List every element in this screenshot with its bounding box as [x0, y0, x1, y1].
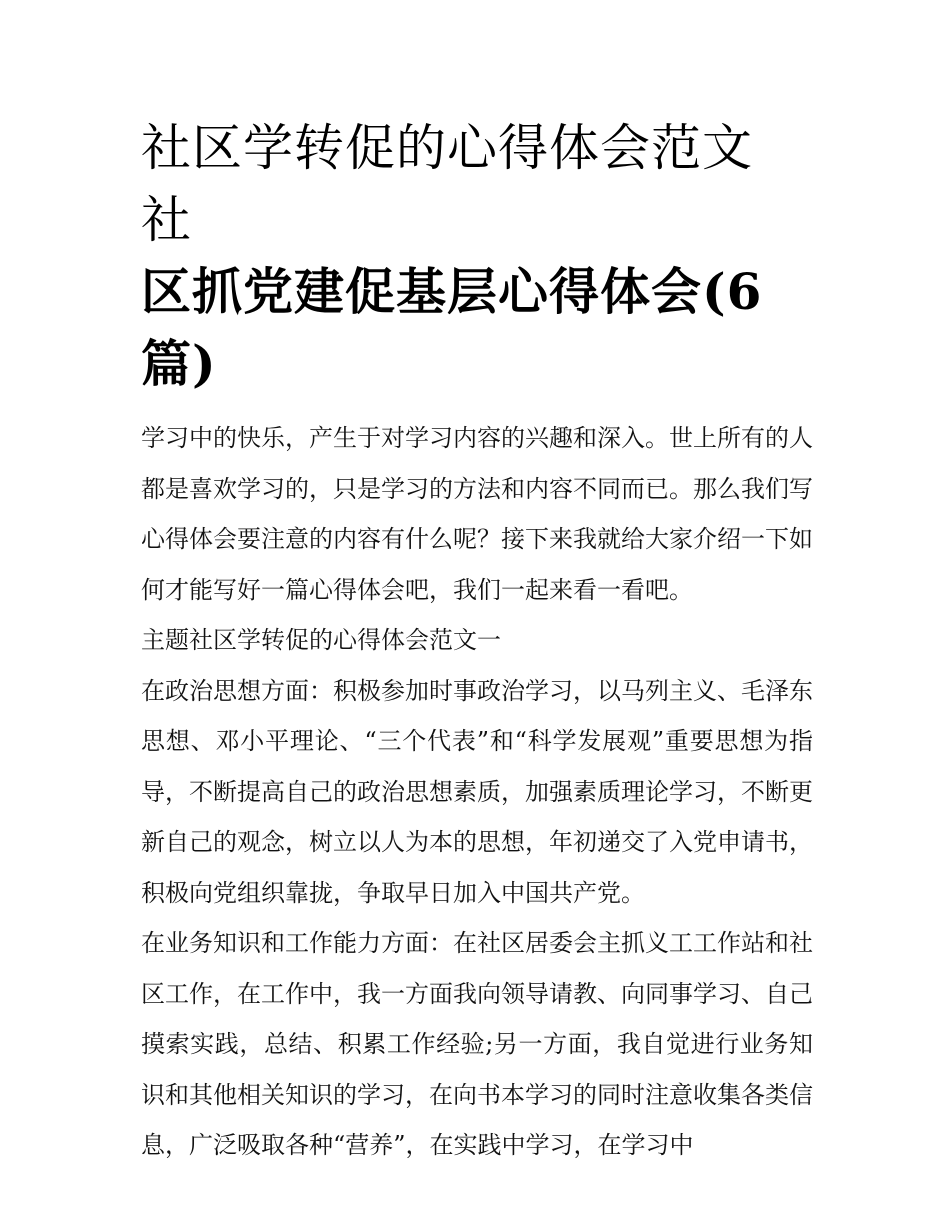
title-line-1: 社区学转促的心得体会范文 社 — [141, 119, 753, 249]
document-title — [141, 112, 813, 400]
section-heading: 主题社区学转促的心得体会范文一 — [141, 626, 501, 654]
politics-paragraph: 在政治思想方面：积极参加时事政治学习，以马列主义、毛泽东思想、邓小平理论、“三个代表”和“科学发展观”重要思想为指导，不断提高自己的政治思想素质，加强素质理论学习，不断更新自己的观念，树立以人为本的思想，年初递交了入党申请书，积极向党组织靠拢，争取早日加入中国共产党。 — [141, 676, 813, 907]
title-line-2: 区抓党建促基层心得体会(6 — [141, 262, 763, 321]
document-body — [141, 413, 813, 1171]
title-line-3: 篇) — [141, 334, 217, 393]
work-paragraph: 在业务知识和工作能力方面：在社区居委会主抓义工工作站和社区工作，在工作中，我一方面我向领导请教、向同事学习、自己摸索实践，总结、积累工作经验;另一方面，我自觉进行业务知识和其他相关知识的学习，在向书本学习的同时注意收集各类信息，广泛吸取各种“营养”，在实践中学习，在学习中 — [141, 929, 813, 1159]
document-content — [141, 112, 813, 1171]
intro-paragraph: 学习中的快乐，产生于对学习内容的兴趣和深入。世上所有的人都是喜欢学习的，只是学习的方法和内容不同而已。那么我们写心得体会要注意的内容有什么呢？接下来我就给大家介绍一下如何才能写好一篇心得体会吧，我们一起来看一看吧。 — [141, 424, 813, 604]
